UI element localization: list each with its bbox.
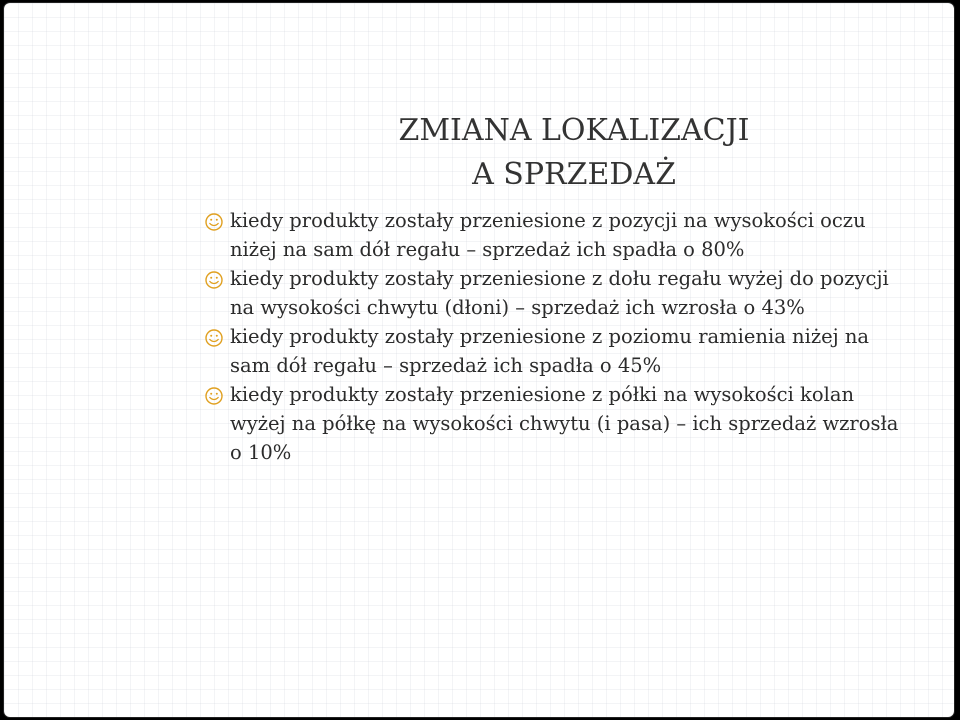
bullet-text: kiedy produkty zostały przeniesione z pozycji na wysokości oczu niżej na sam dół regału – sprzedaż ich spadła o 80%	[230, 209, 866, 261]
bullet-text: kiedy produkty zostały przeniesione z dołu regału wyżej do pozycji na wysokości chwytu (dłoni) – sprzedaż ich wzrosła o 43%	[230, 267, 889, 319]
bullet-item-3	[204, 322, 914, 380]
smiley-icon	[204, 328, 224, 348]
smiley-icon	[204, 270, 224, 290]
slide-title-line-2: A SPRZEDAŻ	[472, 157, 676, 193]
bullet-list	[204, 206, 914, 467]
slide-title	[334, 109, 814, 197]
smiley-icon	[204, 212, 224, 232]
slide	[4, 3, 954, 717]
bullet-item-2	[204, 264, 914, 322]
bullet-item-1	[204, 206, 914, 264]
bullet-text: kiedy produkty zostały przeniesione z półki na wysokości kolan wyżej na półkę na wysokości chwytu (i pasa) – ich sprzedaż wzrosła o 10%	[230, 383, 899, 464]
smiley-icon	[204, 386, 224, 406]
bullet-item-4	[204, 380, 914, 467]
bullet-text: kiedy produkty zostały przeniesione z poziomu ramienia niżej na sam dół regału – sprzedaż ich spadła o 45%	[230, 325, 870, 377]
slide-title-line-1: ZMIANA LOKALIZACJI	[398, 113, 750, 149]
